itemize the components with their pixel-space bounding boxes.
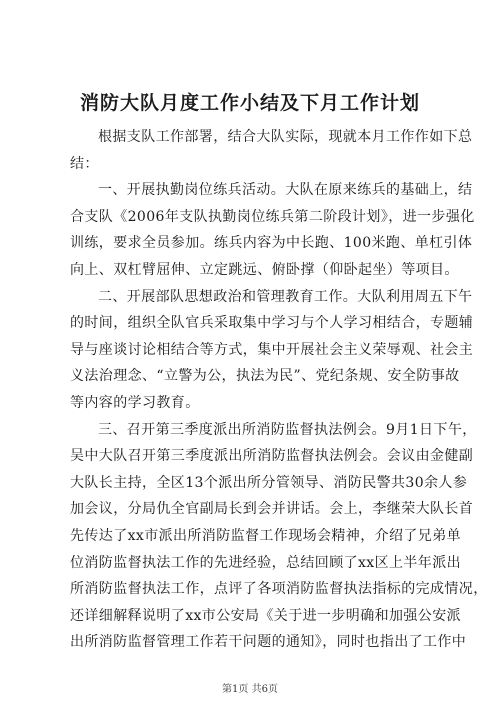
text-line: 吴中大队召开第三季度派出所消防监督执法例会。会议由金健副 [70, 448, 474, 465]
text-line: 等内容的学习教育。 [70, 394, 200, 411]
text-line: 大队长主持，全区13个派出所分管领导、消防民警共30余人参 [70, 474, 468, 491]
document-title: 消防大队月度工作小结及下月工作计划 [79, 92, 420, 114]
text-line: 位消防监督执法工作的先进经验，总结回顾了xx区上半年派出 [70, 554, 461, 571]
paragraph-section-2 [70, 284, 474, 417]
text-line: 的时间，组织全队官兵采取集中学习与个人学习相结合，专题辅 [70, 315, 474, 332]
text-line: 根据支队工作部署，结合大队实际，现就本月工作作如下总 [98, 129, 473, 145]
text-line: 所消防监督执法工作，点评了各项消防监督执法指标的完成情况， [70, 581, 488, 598]
paragraph-intro [70, 124, 473, 177]
text-line: 加会议，分局仇全官副局长到会并讲话。会上，李继荣大队长首 [70, 501, 474, 518]
text-line: 导与座谈讨论相结合等方式，集中开展社会主义荣辱观、社会主 [70, 341, 474, 358]
text-line: 合支队《2006年支队执勤岗位练兵第二阶段计划》，进一步强化 [70, 208, 475, 225]
text-line: 向上、双杠臂屈伸、立定跳远、俯卧撑（仰卧起坐）等项目。 [70, 261, 459, 278]
paragraph-section-1 [70, 177, 475, 283]
text-line: 还详细解释说明了xx市公安局《关于进一步明确和加强公安派 [70, 607, 461, 624]
text-line: 训练，要求全员参加。练兵内容为中长跑、100米跑、单杠引体 [70, 235, 473, 252]
text-line: 结： [70, 155, 99, 172]
text-line: 出所消防监督管理工作若干问题的通知》，同时也指出了工作中 [70, 634, 467, 651]
text-line: 三、召开第三季度派出所消防监督执法例会。9月1日下午， [98, 421, 477, 438]
text-line: 义法治理念、“立警为公，执法为民”、党纪条规、安全防事故 [70, 368, 460, 385]
text-line: 二、开展部队思想政治和管理教育工作。大队利用周五下午 [98, 288, 473, 305]
document-body [70, 124, 488, 656]
page-number: 第1页 共6页 [222, 684, 278, 695]
paragraph-section-3 [70, 417, 488, 656]
text-line: 一、开展执勤岗位练兵活动。大队在原来练兵的基础上，结 [98, 182, 473, 199]
text-line: 先传达了xx市派出所消防监督工作现场会精神，介绍了兄弟单 [70, 527, 461, 544]
